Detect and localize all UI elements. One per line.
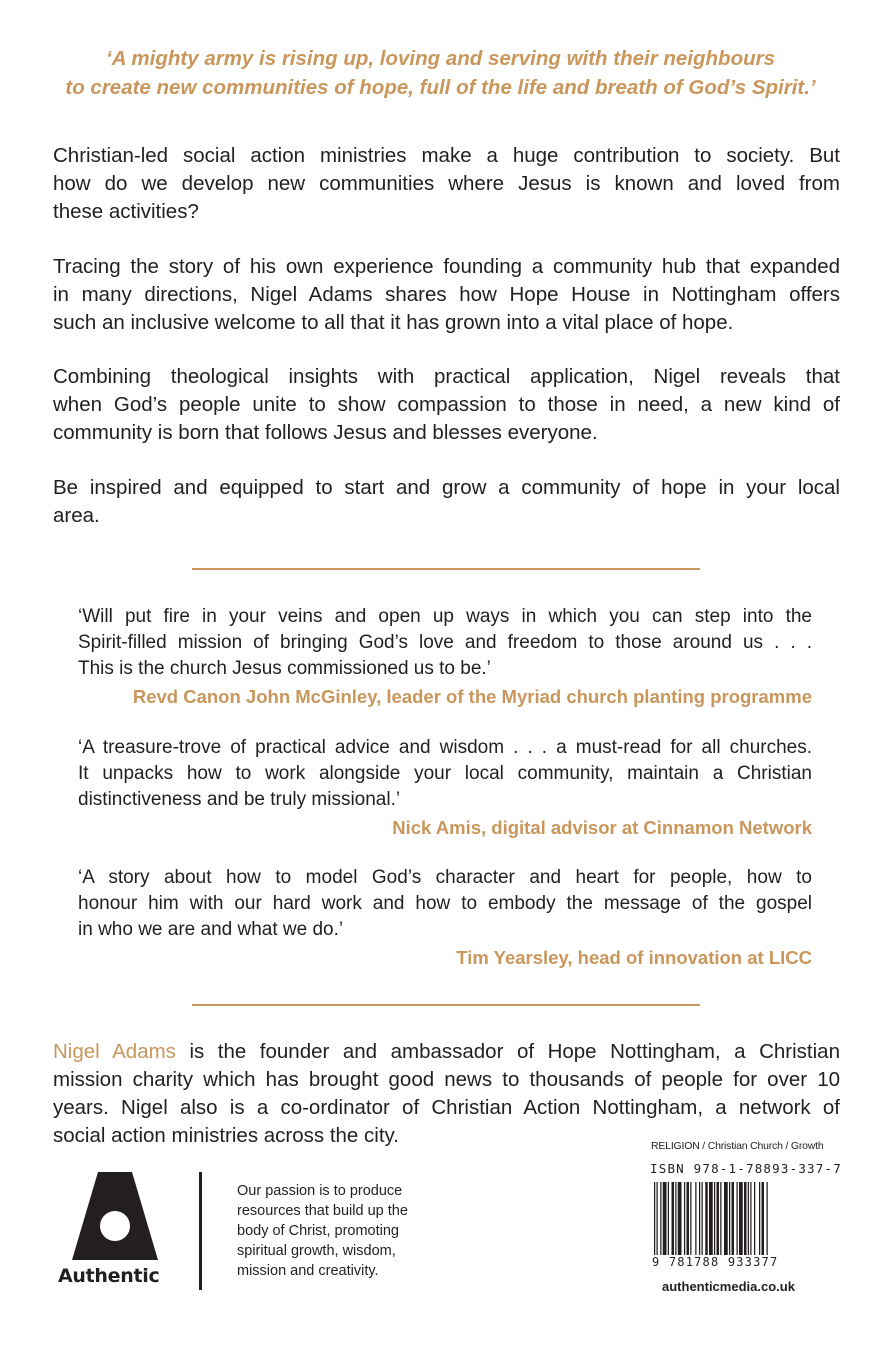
bio-line: mission charity which has brought good news to thousands of people for over 10 bbox=[53, 1068, 840, 1091]
mission-line: body of Christ, promoting bbox=[237, 1223, 399, 1239]
quote-line: ‘A story about how to model God’s character and heart for people, how to bbox=[78, 867, 812, 888]
quote-line: in who we are and what we do.’ bbox=[78, 919, 344, 940]
endorsement-attribution: Tim Yearsley, head of innovation at LICC bbox=[456, 947, 812, 968]
endorsement-attribution: Nick Amis, digital advisor at Cinnamon Network bbox=[392, 817, 812, 838]
mission-line: resources that build up the bbox=[237, 1203, 408, 1219]
text-line: area. bbox=[53, 504, 100, 527]
quote-line: ‘A treasure-trove of practical advice and wisdom . . . a must-read for all churches. bbox=[78, 737, 812, 758]
mission-line: spiritual growth, wisdom, bbox=[237, 1243, 396, 1259]
barcode-icon bbox=[652, 1182, 812, 1255]
mission-line: mission and creativity. bbox=[237, 1263, 379, 1279]
text-line: these activities? bbox=[53, 200, 199, 223]
tagline-line: ‘A mighty army is rising up, loving and serving with their neighbours bbox=[106, 47, 775, 70]
endorsement-2 bbox=[78, 735, 812, 841]
bio-text: is the founder and ambassador of Hope Nottingham, a Christian bbox=[175, 1040, 840, 1063]
text-line: community is born that follows Jesus and blesses everyone. bbox=[53, 421, 598, 444]
bio-line: years. Nigel also is a co-ordinator of Christian Action Nottingham, a network of bbox=[53, 1096, 840, 1119]
quote-line: honour him with our hard work and how to embody the message of the gospel bbox=[78, 893, 812, 914]
bio-line bbox=[53, 1038, 840, 1066]
isbn-text: ISBN 978-1-78893-337-7 bbox=[650, 1161, 842, 1176]
endorsement-3 bbox=[78, 865, 812, 971]
text-line: Be inspired and equipped to start and grow a community of hope in your local bbox=[53, 476, 840, 499]
author-bio bbox=[53, 1038, 840, 1150]
quote-line: Spirit-filled mission of bringing God’s love and freedom to those around us . . . bbox=[78, 632, 812, 653]
divider-rule bbox=[192, 568, 700, 570]
publisher-website: authenticmedia.co.uk bbox=[662, 1279, 795, 1294]
author-name: Nigel Adams bbox=[53, 1040, 176, 1063]
endorsement-attribution: Revd Canon John McGinley, leader of the Myriad church planting programme bbox=[132, 686, 812, 707]
text-line: when God’s people unite to show compassion to those in need, a new kind of bbox=[53, 393, 840, 416]
description-paragraph-1 bbox=[53, 142, 840, 226]
publisher-logo-wordmark: Authentic bbox=[58, 1265, 160, 1287]
description-paragraph-4 bbox=[53, 474, 840, 530]
quote-line: This is the church Jesus commissioned us to be.’ bbox=[78, 658, 491, 679]
quote-line: It unpacks how to work alongside your local community, maintain a Christian bbox=[78, 763, 812, 784]
divider-rule bbox=[192, 1004, 700, 1006]
text-line: in many directions, Nigel Adams shares how Hope House in Nottingham offers bbox=[53, 283, 840, 306]
tagline-quote bbox=[40, 44, 841, 102]
quote-line: distinctiveness and be truly missional.’ bbox=[78, 789, 401, 810]
text-line: Combining theological insights with practical application, Nigel reveals that bbox=[53, 365, 840, 388]
tagline-line: to create new communities of hope, full of the life and breath of God’s Spirit.’ bbox=[65, 76, 816, 99]
book-category: RELIGION / Christian Church / Growth bbox=[651, 1140, 824, 1152]
text-line: Christian-led social action ministries make a huge contribution to society. But bbox=[53, 144, 840, 167]
description-paragraph-3 bbox=[53, 363, 840, 447]
description-paragraph-2 bbox=[53, 253, 840, 337]
publisher-mission bbox=[237, 1181, 437, 1281]
mission-line: Our passion is to produce bbox=[237, 1183, 403, 1199]
barcode-digits: 9 781788 933377 bbox=[652, 1255, 779, 1269]
bio-line: social action ministries across the city. bbox=[53, 1124, 399, 1147]
text-line: Tracing the story of his own experience founding a community hub that expanded bbox=[53, 255, 840, 278]
text-line: such an inclusive welcome to all that it has grown into a vital place of hope. bbox=[53, 311, 734, 334]
quote-line: ‘Will put fire in your veins and open up ways in which you can step into the bbox=[78, 606, 812, 627]
vertical-divider bbox=[199, 1172, 202, 1290]
text-line: how do we develop new communities where Jesus is known and loved from bbox=[53, 172, 840, 195]
endorsement-1 bbox=[78, 604, 812, 710]
